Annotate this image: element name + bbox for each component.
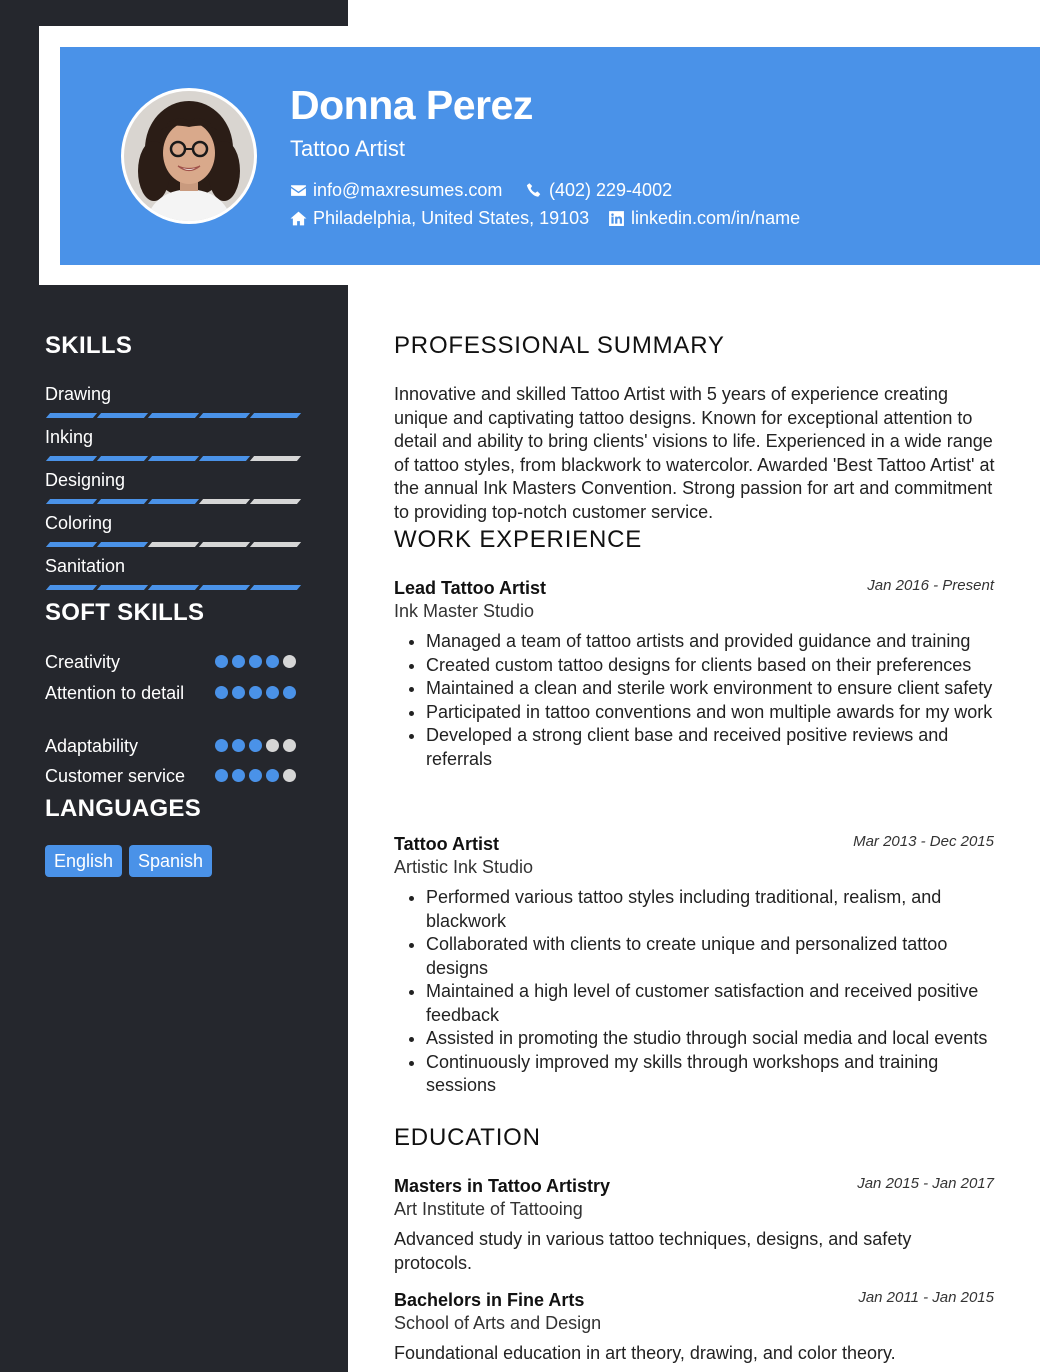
list-item: • Created custom tattoo designs for clients based on their preferences xyxy=(426,654,1000,678)
list-item: • Maintained a clean and sterile work environment to ensure client safety xyxy=(426,677,1000,701)
skill-level-segment xyxy=(250,456,301,461)
linkedin-text: linkedin.com/in/name xyxy=(631,208,801,228)
skill-level-segment xyxy=(97,456,148,461)
skill-level-segment xyxy=(46,542,97,547)
soft-skill-rating xyxy=(215,769,296,782)
envelope-icon xyxy=(290,182,307,199)
contact-location xyxy=(290,208,589,229)
rating-dot xyxy=(215,739,228,752)
rating-dot xyxy=(266,655,279,668)
job-bullets xyxy=(426,886,1000,1098)
list-item: • Developed a strong client base and received positive reviews and referrals xyxy=(426,724,1000,771)
education-heading: EDUCATION xyxy=(394,1124,541,1151)
skill-level-segment xyxy=(97,499,148,504)
location-text: Philadelphia, United States, 19103 xyxy=(313,208,590,228)
candidate-name: Donna Perez xyxy=(290,82,533,128)
rating-dot xyxy=(215,769,228,782)
candidate-title: Tattoo Artist xyxy=(290,136,405,161)
edu-school: Art Institute of Tattooing xyxy=(394,1199,583,1219)
list-item: • Performed various tattoo styles including traditional, realism, and blackwork xyxy=(426,886,1000,933)
rating-dot xyxy=(283,655,296,668)
contact-phone[interactable] xyxy=(526,180,672,201)
contact-email[interactable] xyxy=(290,180,502,201)
rating-dot xyxy=(283,769,296,782)
skill-level-segment xyxy=(148,542,199,547)
skill-level-bar xyxy=(45,456,301,461)
job-bullets xyxy=(426,630,1000,771)
soft-skill-label: Attention to detail xyxy=(45,683,185,703)
list-item: • Maintained a high level of customer satisfaction and received positive feedback xyxy=(426,980,1000,1027)
soft-skill-label: Creativity xyxy=(45,652,121,672)
skill-level-segment xyxy=(46,456,97,461)
rating-dot xyxy=(232,739,245,752)
skill-level-segment xyxy=(199,456,250,461)
skill-level-segment xyxy=(199,499,250,504)
skill-level-segment xyxy=(148,413,199,418)
rating-dot xyxy=(249,686,262,699)
phone-text: (402) 229-4002 xyxy=(549,180,673,200)
linkedin-icon xyxy=(608,210,625,227)
edu-description: Foundational education in art theory, drawing, and color theory. xyxy=(394,1343,896,1363)
rating-dot xyxy=(215,686,228,699)
job-company: Artistic Ink Studio xyxy=(394,857,534,877)
rating-dot xyxy=(232,655,245,668)
avatar-image xyxy=(124,91,254,221)
list-item: • Assisted in promoting the studio through social media and local events xyxy=(426,1027,1000,1051)
edu-dates: Jan 2011 - Jan 2015 xyxy=(858,1289,994,1306)
skill-level-segment xyxy=(97,413,148,418)
languages-heading: LANGUAGES xyxy=(45,795,202,822)
job-role: Lead Tattoo Artist xyxy=(394,578,546,598)
skill-level-bar xyxy=(45,499,301,504)
edu-degree: Masters in Tattoo Artistry xyxy=(394,1176,611,1196)
skill-level-bar xyxy=(45,542,301,547)
skill-level-segment xyxy=(97,542,148,547)
skill-label: Inking xyxy=(45,427,94,447)
email-text: info@maxresumes.com xyxy=(313,180,503,200)
job-dates: Jan 2016 - Present xyxy=(867,577,994,594)
skill-level-segment xyxy=(97,585,148,590)
skill-level-segment xyxy=(250,585,301,590)
language-tag: English xyxy=(45,845,122,877)
language-tag: Spanish xyxy=(129,845,212,877)
list-item: • Continuously improved my skills through workshops and training sessions xyxy=(426,1051,1000,1098)
phone-icon xyxy=(526,182,543,199)
experience-heading: WORK EXPERIENCE xyxy=(394,526,643,553)
edu-school: School of Arts and Design xyxy=(394,1313,602,1333)
skill-level-bar xyxy=(45,413,301,418)
rating-dot xyxy=(283,686,296,699)
rating-dot xyxy=(266,686,279,699)
list-item: • Managed a team of tattoo artists and provided guidance and training xyxy=(426,630,1000,654)
skill-level-segment xyxy=(250,542,301,547)
soft-skill-rating xyxy=(215,739,296,752)
rating-dot xyxy=(249,769,262,782)
skill-level-segment xyxy=(46,413,97,418)
contact-linkedin[interactable] xyxy=(608,208,800,229)
home-icon xyxy=(290,210,307,227)
skill-label: Sanitation xyxy=(45,556,126,576)
edu-dates: Jan 2015 - Jan 2017 xyxy=(857,1175,994,1192)
skill-level-segment xyxy=(148,585,199,590)
edu-description: Advanced study in various tattoo techniques, designs, and safety protocols. xyxy=(394,1229,912,1273)
soft-skill-label: Adaptability xyxy=(45,736,139,756)
soft-skill-label: Customer service xyxy=(45,766,186,786)
skill-level-segment xyxy=(46,499,97,504)
rating-dot xyxy=(249,739,262,752)
rating-dot xyxy=(232,686,245,699)
list-item: • Collaborated with clients to create unique and personalized tattoo designs xyxy=(426,933,1000,980)
skills-heading: SKILLS xyxy=(45,332,133,359)
skill-level-segment xyxy=(199,542,250,547)
skill-level-bar xyxy=(45,585,301,590)
job-dates: Mar 2013 - Dec 2015 xyxy=(853,833,994,850)
rating-dot xyxy=(266,739,279,752)
rating-dot xyxy=(249,655,262,668)
profile-photo xyxy=(121,88,257,224)
soft-skill-rating xyxy=(215,686,296,699)
skill-level-segment xyxy=(148,499,199,504)
list-item: • Participated in tattoo conventions and won multiple awards for my work xyxy=(426,701,1000,725)
rating-dot xyxy=(283,739,296,752)
skill-label: Drawing xyxy=(45,384,112,404)
rating-dot xyxy=(215,655,228,668)
rating-dot xyxy=(232,769,245,782)
rating-dot xyxy=(266,769,279,782)
skill-level-segment xyxy=(250,499,301,504)
summary-text: Innovative and skilled Tattoo Artist with 5 years of experience creating unique and captivating tattoo designs. Known for exceptional attention to detail and ability to bring clients' visions to life. Experienced in a wide range of tattoo styles, from blackwork to watercolor. Awarded 'Best Tattoo Artist' at the annual Ink Masters Convention. Strong passion for art and commitment to providing top-notch customer service. xyxy=(394,384,995,522)
skill-level-segment xyxy=(250,413,301,418)
skill-level-segment xyxy=(148,456,199,461)
skill-level-segment xyxy=(199,413,250,418)
skill-label: Coloring xyxy=(45,513,113,533)
edu-degree: Bachelors in Fine Arts xyxy=(394,1290,585,1310)
skill-level-segment xyxy=(46,585,97,590)
summary-heading: PROFESSIONAL SUMMARY xyxy=(394,332,725,359)
soft-skill-rating xyxy=(215,655,296,668)
job-company: Ink Master Studio xyxy=(394,601,535,621)
skill-level-segment xyxy=(199,585,250,590)
job-role: Tattoo Artist xyxy=(394,834,499,854)
soft-skills-heading: SOFT SKILLS xyxy=(45,599,205,626)
skill-label: Designing xyxy=(45,470,126,490)
